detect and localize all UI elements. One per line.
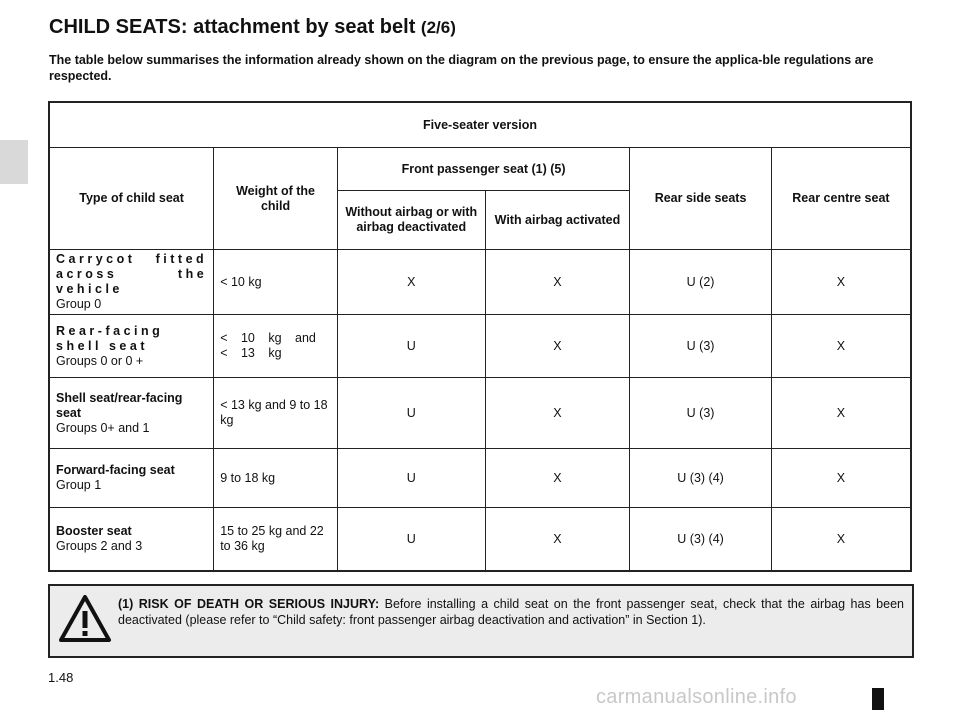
weight-cell: < 10 kg [214,250,338,315]
rear-side-cell: U (3) [630,378,772,449]
col-header-rear-centre: Rear centre seat [771,148,911,250]
front-airbag-cell: X [485,378,630,449]
seat-type-cell [49,315,214,378]
col-header-rear-side: Rear side seats [630,148,772,250]
page-title-text: CHILD SEATS: attachment by seat belt [49,16,416,38]
warning-lead: (1) RISK OF DEATH OR SERIOUS INJURY: [118,597,380,611]
seat-type-cell [49,508,214,572]
front-airbag-cell: X [485,250,630,315]
version-header: Five-seater version [49,102,911,148]
rear-side-cell: U (3) (4) [630,508,772,572]
seat-type-group: Groups 2 and 3 [56,539,143,553]
intro-paragraph: The table below summarises the information already shown on the diagram on the previous page, to ensure the applica-ble regulations are respected. [49,53,874,83]
rear-centre-cell: X [771,315,911,378]
corner-mark [872,688,884,710]
col-header-front-airbag: With airbag activated [485,191,630,250]
seat-type-cell [49,449,214,508]
seat-type-cell [49,250,214,315]
warning-triangle-icon [58,594,112,644]
front-no-airbag-cell: U [337,449,485,508]
seat-type-group: Group 0 [56,297,102,311]
weight-cell: < 13 kg and 9 to 18 kg [214,378,338,449]
warning-text [118,596,904,628]
section-tab-marker [0,140,28,184]
table-row [49,250,911,315]
rear-centre-cell: X [771,378,911,449]
page-title [49,16,456,39]
weight-cell: 9 to 18 kg [214,449,338,508]
table-row [49,508,911,572]
front-no-airbag-cell: U [337,508,485,572]
col-header-front-no-airbag: Without airbag or with airbag deactivated [337,191,485,250]
child-seat-table [48,101,912,572]
seat-type-group: Group 1 [56,478,102,492]
rear-side-cell: U (3) (4) [630,449,772,508]
warning-body: Before installing a child seat on the front passenger seat, check that the airbag has been deactivated (please refer to “Child safety: front passenger airbag deactivation and activation” in Section 1). [118,597,904,627]
seat-type-name: Forward-facing seat [56,463,175,477]
front-no-airbag-cell: U [337,315,485,378]
table-row [49,449,911,508]
weight-cell: < 10 kg and < 13 kg [214,315,338,378]
page-title-suffix: (2/6) [420,18,456,37]
seat-type-name: Rear-facing shell seat [56,323,164,353]
rear-centre-cell: X [771,508,911,572]
rear-side-cell: U (3) [630,315,772,378]
watermark: carmanualsonline.info [596,686,797,708]
front-no-airbag-cell: X [337,250,485,315]
seat-type-group: Groups 0 or 0 + [56,353,144,368]
front-airbag-cell: X [485,508,630,572]
table-row [49,315,911,378]
seat-type-name: Booster seat [56,524,132,538]
seat-type-name: Carrycot fitted across the vehicle [56,252,208,296]
page-number: 1.48 [48,670,74,685]
col-header-front-seat: Front passenger seat (1) (5) [337,148,629,191]
col-header-weight: Weight of the child [214,148,338,250]
seat-type-name: Shell seat/rear-facing seat [56,390,183,420]
rear-centre-cell: X [771,250,911,315]
front-no-airbag-cell: U [337,378,485,449]
front-airbag-cell: X [485,449,630,508]
front-airbag-cell: X [485,315,630,378]
rear-side-cell: U (2) [630,250,772,315]
col-header-type: Type of child seat [49,148,214,250]
seat-type-group: Groups 0+ and 1 [56,420,150,435]
rear-centre-cell: X [771,449,911,508]
table-row [49,378,911,449]
weight-cell: 15 to 25 kg and 22 to 36 kg [214,508,338,572]
seat-type-cell [49,378,214,449]
warning-box [48,584,914,658]
